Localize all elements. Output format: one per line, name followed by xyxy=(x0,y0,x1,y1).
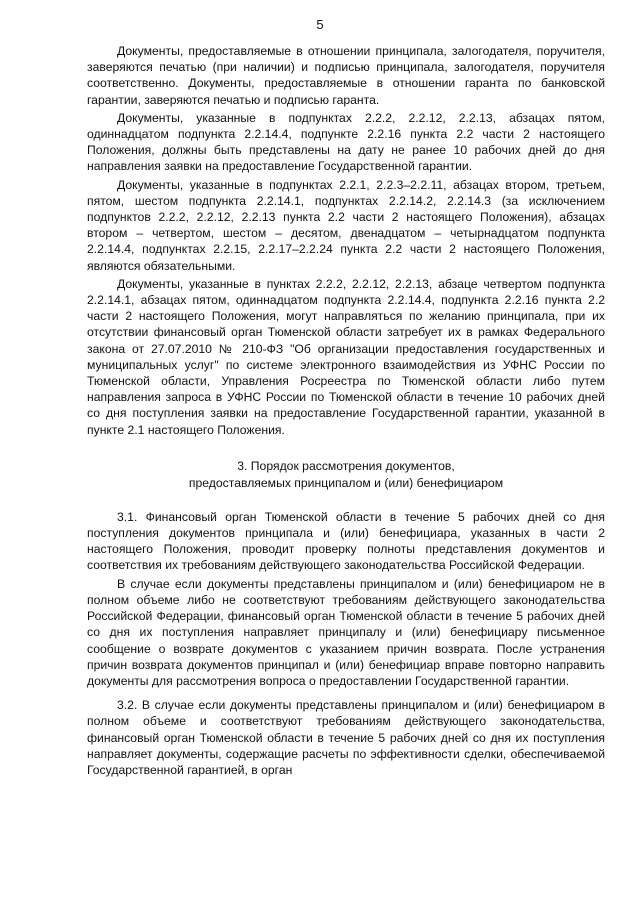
paragraph-optional-documents: Документы, указанные в пунктах 2.2.2, 2.2.12, 2.2.13, абзаце четвертом подпункта 2.2.14.1, абзацах пятом, одиннадцатом подпункта 2.2.14.4, подпункта 2.2.16 пункта 2.2 части 2 настоящего Положения, могут направляться по желанию принципала, при их отсутствии финансовый орган Тюменской области затребует их в рамках Федерального закона от 27.07.2010 № 210-ФЗ "Об организации предоставления государственных и муниципальных услуг" по системе электронного взаимодействия из УФНС России по Тюменской области, Управления Росреестра по Тюменской области либо путем направления запроса в УФНС России по Тюменской области в течение 10 рабочих дней со дня поступления заявки на предоставление Государственной гарантии, указанной в пункте 2.1 настоящего Положения. xyxy=(87,276,605,437)
paragraph-mandatory-documents: Документы, указанные в подпунктах 2.2.1, 2.2.3–2.2.11, абзацах втором, третьем, пятом, шестом подпункта 2.2.14.1, подпунктах 2.2.14.2, 2.2.14.3 (за исключением подпунктов 2.2.2, 2.2.12, 2.2.13 пункта 2.2 части 2 настоящего Положения), абзацах втором – четвертом, шестом – десятом, двенадцатом – четырнадцатом подпункта 2.2.14.4, подпунктах 2.2.15, 2.2.17–2.2.24 пункта 2.2 части 2 настоящего Положения, являются обязательными. xyxy=(87,177,605,273)
section-title-line-2: предоставляемых принципалом и (или) бенефициаром xyxy=(188,475,504,490)
paragraph-certification: Документы, предоставляемые в отношении принципала, залогодателя, поручителя, заверяются печатью (при наличии) и подписью принципала, залогодателя, поручителя соответственно. Документы, предоставляемые в отношении гаранта по банковской гарантии, заверяются печатью и подписью гаранта. xyxy=(87,44,605,107)
paragraph-3-1: 3.1. Финансовый орган Тюменской области в течение 5 рабочих дней со дня поступления документов принципала и (или) бенефициара, указанных в части 2 настоящего Положения, проводит проверку полноты представления документов и соответствия их требованиям действующего законодательства Российской Федерации. xyxy=(87,509,605,573)
paragraph-submission-date: Документы, указанные в подпунктах 2.2.2, 2.2.12, 2.2.13, абзацах пятом, одиннадцатом подпункта 2.2.14.4, подпункте 2.2.16 пункта 2.2 части 2 настоящего Положения, должны быть представлены на дату не ранее 10 рабочих дней до дня направления заявки на предоставление Государственной гарантии. xyxy=(87,110,605,174)
paragraph-return-of-documents: В случае если документы представлены принципалом и (или) бенефициаром не в полном объеме либо не соответствуют требованиям действующего законодательства Российской Федерации, финансовый орган Тюменской области в течение 5 рабочих дней со дня их поступления направляет принципалу и (или) бенефициару письменное сообщение о возврате документов с указанием причин возврата. После устранения причин возврата документов принципал и (или) бенефициар вправе повторно направить документы для рассмотрения вопроса о предоставлении Государственной гарантии. xyxy=(87,576,605,688)
page-number: 5 xyxy=(316,17,324,32)
section-title xyxy=(87,458,605,492)
document-body xyxy=(87,43,605,780)
paragraph-3-2: 3.2. В случае если документы представлены принципалом и (или) бенефициаром в полном объеме и соответствуют требованиям действующего законодательства, финансовый орган Тюменской области в течение 5 рабочих дней со дня их поступления направляет документы, содержащие расчеты по эффективности сделки, обеспечиваемой Государственной гарантией, в орган xyxy=(87,698,605,777)
section-title-line-1: 3. Порядок рассмотрения документов, xyxy=(237,458,455,473)
